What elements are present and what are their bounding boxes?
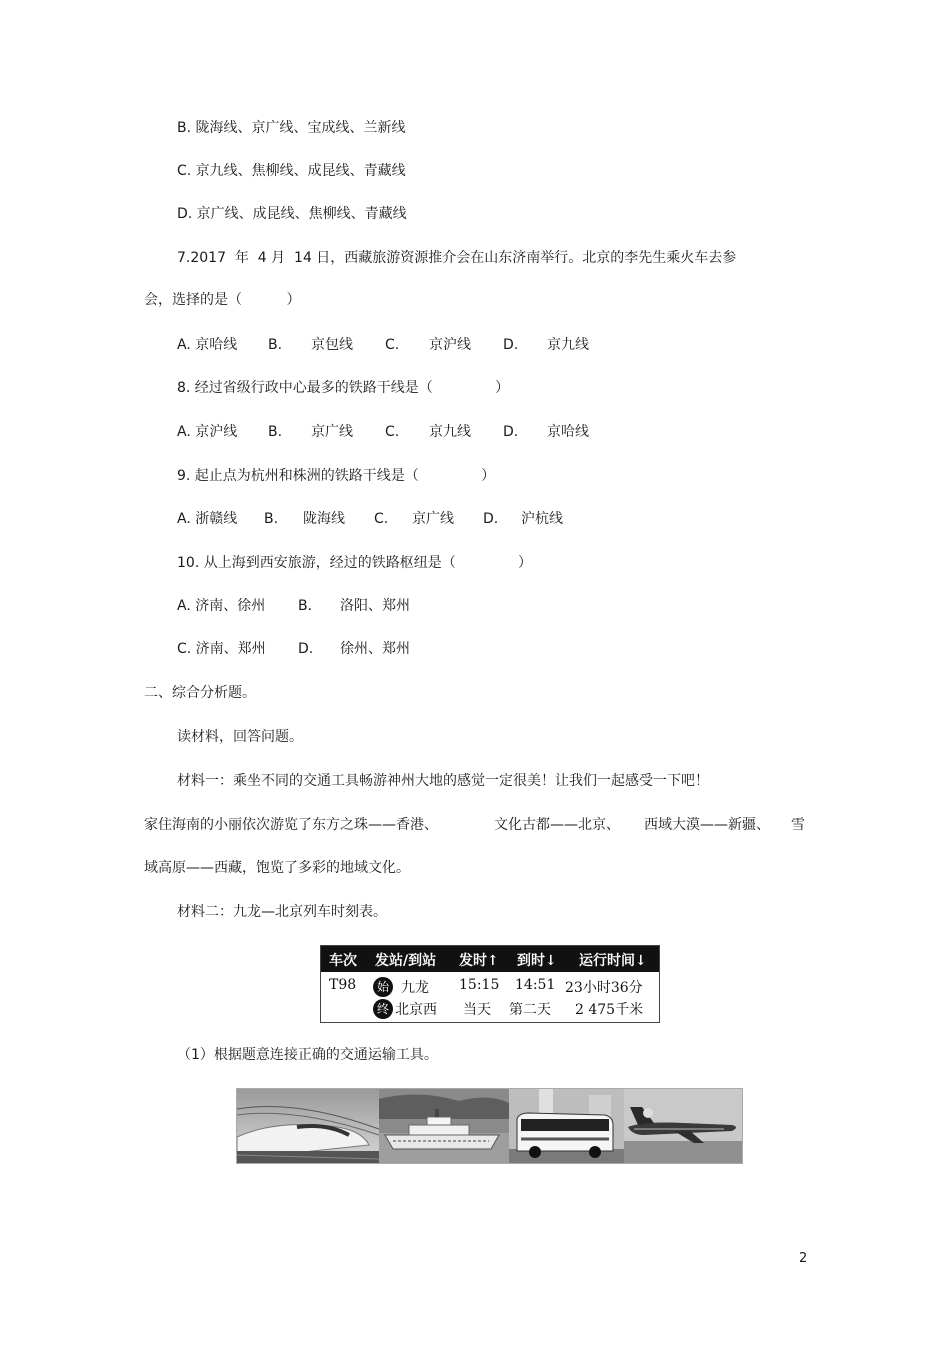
q9-option-c: 京广线 xyxy=(412,511,454,527)
q6-option-c: C. 京九线、焦柳线、成昆线、青藏线 xyxy=(177,163,406,179)
section2-instruction: 读材料，回答问题。 xyxy=(177,729,303,745)
train-timetable xyxy=(320,945,660,1023)
q10-option-b-letter: B. xyxy=(298,598,313,614)
end-badge: 终 xyxy=(373,999,393,1019)
arrive-time: 14:51 xyxy=(515,977,556,993)
q8-option-d-letter: D. xyxy=(503,424,519,440)
q10-options-row2 xyxy=(177,639,477,659)
q10-option-d-letter: D. xyxy=(298,641,314,657)
start-station: 九龙 xyxy=(401,980,429,996)
q8-option-a: A. 京沪线 xyxy=(177,424,238,440)
q7-option-d: 京九线 xyxy=(547,337,589,353)
duration: 23小时36分 xyxy=(565,980,643,996)
material1-line2 xyxy=(144,815,814,835)
material1-beijing: 文化古都——北京、 xyxy=(494,817,620,833)
q8-option-d: 京哈线 xyxy=(547,424,589,440)
q7-option-b-letter: B. xyxy=(268,337,283,353)
q8-option-b-letter: B. xyxy=(268,424,283,440)
q10-option-c: C. 济南、郑州 xyxy=(177,641,266,657)
q9-option-c-letter: C. xyxy=(374,511,389,527)
q9-stem: 9. 起止点为杭州和株洲的铁路干线是（ ） xyxy=(177,468,496,484)
q10-option-d: 徐州、郑州 xyxy=(340,641,410,657)
bus-photo xyxy=(509,1089,624,1163)
material1-xinjiang: 西域大漠——新疆、 xyxy=(644,817,770,833)
q8-options xyxy=(177,422,617,442)
material2-caption: 材料二：九龙—北京列车时刻表。 xyxy=(177,904,387,920)
q9-options xyxy=(177,509,617,529)
q10-option-b: 洛阳、郑州 xyxy=(340,598,410,614)
depart-time: 15:15 xyxy=(459,977,500,993)
transport-photos xyxy=(236,1088,743,1164)
ship-photo xyxy=(379,1089,509,1163)
q7-options xyxy=(177,335,617,355)
q6-option-d: D. 京广线、成昆线、焦柳线、青藏线 xyxy=(177,206,407,222)
material1-xue: 雪 xyxy=(791,817,805,833)
page-number: 2 xyxy=(799,1251,808,1266)
timetable-header xyxy=(321,946,659,972)
header-arrive: 到时↓ xyxy=(517,953,557,969)
header-depart: 发时↑ xyxy=(459,953,499,969)
depart-day: 当天 xyxy=(463,1002,491,1018)
end-station: 北京西 xyxy=(395,1002,437,1018)
q10-stem: 10. 从上海到西安旅游，经过的铁路枢纽是（ ） xyxy=(177,555,533,571)
q7-option-a: A. 京哈线 xyxy=(177,337,238,353)
header-duration: 运行时间↓ xyxy=(579,953,647,969)
q7-stem-line2: 会，选择的是（ ） xyxy=(144,292,301,308)
q7-option-d-letter: D. xyxy=(503,337,519,353)
q9-option-b: 陇海线 xyxy=(303,511,345,527)
q9-option-d-letter: D. xyxy=(483,511,499,527)
question1: （1）根据题意连接正确的交通运输工具。 xyxy=(177,1047,438,1063)
q9-option-b-letter: B. xyxy=(264,511,279,527)
header-train-no: 车次 xyxy=(329,953,357,969)
q7-stem-line1: 7.2017 年 4 月 14 日，西藏旅游资源推介会在山东济南举行。北京的李先生乘火车去参 xyxy=(177,250,737,266)
high-speed-train-photo xyxy=(237,1089,379,1163)
arrive-day: 第二天 xyxy=(509,1002,551,1018)
airplane-photo xyxy=(624,1089,742,1163)
start-badge: 始 xyxy=(373,977,393,997)
q8-option-c-letter: C. xyxy=(385,424,400,440)
q8-stem: 8. 经过省级行政中心最多的铁路干线是（ ） xyxy=(177,380,510,396)
train-number: T98 xyxy=(329,977,357,993)
q6-option-b: B. 陇海线、京广线、宝成线、兰新线 xyxy=(177,120,406,136)
material1-line1: 材料一：乘坐不同的交通工具畅游神州大地的感觉一定很美！让我们一起感受一下吧！ xyxy=(177,773,709,789)
q7-option-c: 京沪线 xyxy=(429,337,471,353)
q9-option-d: 沪杭线 xyxy=(521,511,563,527)
q7-option-c-letter: C. xyxy=(385,337,400,353)
material1-hongkong: 家住海南的小丽依次游览了东方之珠——香港、 xyxy=(144,817,438,833)
q9-option-a: A. 浙赣线 xyxy=(177,511,238,527)
q8-option-c: 京九线 xyxy=(429,424,471,440)
distance: 2 475千米 xyxy=(575,1002,644,1018)
q8-option-b: 京广线 xyxy=(311,424,353,440)
q10-option-a: A. 济南、徐州 xyxy=(177,598,266,614)
material1-line3: 域高原——西藏，饱览了多彩的地域文化。 xyxy=(144,860,410,876)
section2-heading: 二、综合分析题。 xyxy=(144,685,256,701)
header-station: 发站/到站 xyxy=(375,953,437,969)
q10-options-row1 xyxy=(177,596,477,616)
q7-option-b: 京包线 xyxy=(311,337,353,353)
